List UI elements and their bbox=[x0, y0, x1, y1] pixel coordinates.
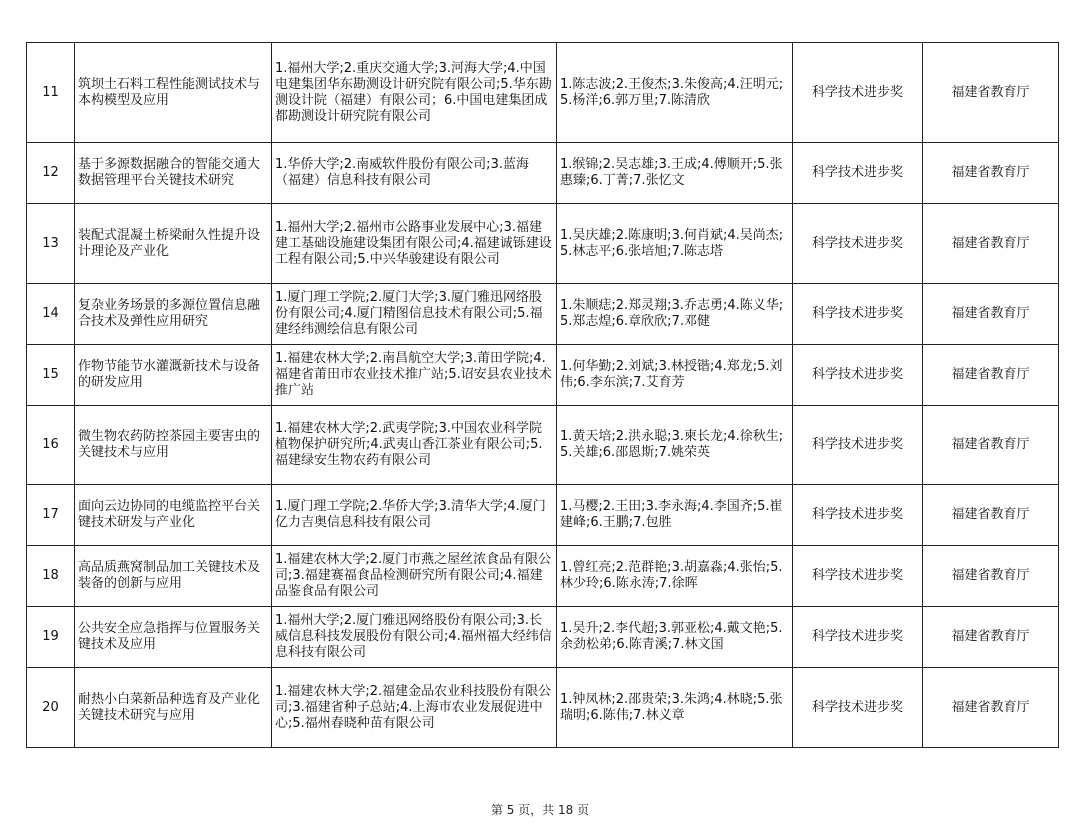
project-name-cell: 耐热小白菜新品种选育及产业化关键技术研究与应用 bbox=[75, 668, 272, 748]
table-row bbox=[27, 43, 1059, 143]
page-number-footer: 第 5 页，共 18 页 bbox=[490, 803, 590, 817]
award-category-cell: 科学技术进步奖 bbox=[793, 345, 923, 406]
project-name-cell: 基于多源数据融合的智能交通大数据管理平台关键技术研究 bbox=[75, 143, 272, 204]
nominating-unit-cell: 福建省教育厅 bbox=[923, 345, 1059, 406]
project-name-cell: 公共安全应急指挥与位置服务关键技术及应用 bbox=[75, 607, 272, 668]
completing-units-cell: 1.华侨大学;2.南威软件股份有限公司;3.蓝海（福建）信息科技有限公司 bbox=[272, 143, 557, 204]
row-number-cell: 18 bbox=[27, 546, 75, 607]
row-number-cell: 14 bbox=[27, 284, 75, 345]
table-row bbox=[27, 143, 1059, 204]
completing-people-cell: 1.钟凤林;2.邵贵荣;3.朱鸿;4.林晓;5.张瑞明;6.陈伟;7.林义章 bbox=[557, 668, 793, 748]
project-name-cell: 面向云边协同的电缆监控平台关键技术研发与产业化 bbox=[75, 485, 272, 546]
completing-people-cell: 1.黄天培;2.洪永聪;3.柬长龙;4.徐秋生;5.关雄;6.邵恩斯;7.姚荣英 bbox=[557, 406, 793, 485]
project-name-cell: 装配式混凝土桥梁耐久性提升设计理论及产业化 bbox=[75, 204, 272, 284]
completing-units-cell: 1.福建农林大学;2.福建金品农业科技股份有限公司;3.福建省种子总站;4.上海市农业发展促进中心;5.福州春晓种苗有限公司 bbox=[272, 668, 557, 748]
award-category-cell: 科学技术进步奖 bbox=[793, 546, 923, 607]
project-name-cell: 微生物农药防控茶园主要害虫的关键技术与应用 bbox=[75, 406, 272, 485]
award-category-cell: 科学技术进步奖 bbox=[793, 668, 923, 748]
completing-people-cell: 1.吴庆雄;2.陈康明;3.何肖斌;4.吴尚杰;5.林志平;6.张培旭;7.陈志塔 bbox=[557, 204, 793, 284]
table-row bbox=[27, 485, 1059, 546]
nominating-unit-cell: 福建省教育厅 bbox=[923, 607, 1059, 668]
project-name-cell: 作物节能节水灌溉新技术与设备的研发应用 bbox=[75, 345, 272, 406]
award-table bbox=[26, 42, 1059, 748]
nominating-unit-cell: 福建省教育厅 bbox=[923, 485, 1059, 546]
project-name-cell: 复杂业务场景的多源位置信息融合技术及弹性应用研究 bbox=[75, 284, 272, 345]
nominating-unit-cell: 福建省教育厅 bbox=[923, 43, 1059, 143]
completing-units-cell: 1.福州大学;2.重庆交通大学;3.河海大学;4.中国电建集团华东勘测设计研究院有限公司;5.华东勘测设计院（福建）有限公司；6.中国电建集团成都勘测设计研究院有限公司 bbox=[272, 43, 557, 143]
award-category-cell: 科学技术进步奖 bbox=[793, 284, 923, 345]
completing-people-cell: 1.陈志波;2.王俊杰;3.朱俊高;4.汪明元;5.杨洋;6.郭万里;7.陈清欣 bbox=[557, 43, 793, 143]
nominating-unit-cell: 福建省教育厅 bbox=[923, 204, 1059, 284]
award-category-cell: 科学技术进步奖 bbox=[793, 406, 923, 485]
table-row bbox=[27, 204, 1059, 284]
row-number-cell: 13 bbox=[27, 204, 75, 284]
completing-people-cell: 1.缑锦;2.吴志雄;3.王成;4.傅顺开;5.张惠臻;6.丁菁;7.张忆文 bbox=[557, 143, 793, 204]
award-category-cell: 科学技术进步奖 bbox=[793, 43, 923, 143]
project-name-cell: 高品质燕窝制品加工关键技术及装备的创新与应用 bbox=[75, 546, 272, 607]
completing-units-cell: 1.福建农林大学;2.厦门市燕之屋丝浓食品有限公司;3.福建赛福食品检测研究所有限公司;4.福建品鉴食品有限公司 bbox=[272, 546, 557, 607]
completing-units-cell: 1.福建农林大学;2.武夷学院;3.中国农业科学院植物保护研究所;4.武夷山香江茶业有限公司;5.福建绿安生物农药有限公司 bbox=[272, 406, 557, 485]
table-row bbox=[27, 345, 1059, 406]
completing-units-cell: 1.厦门理工学院;2.厦门大学;3.厦门雅迅网络股份有限公司;4.厦门精图信息技术有限公司;5.福建经纬测绘信息有限公司 bbox=[272, 284, 557, 345]
table-row bbox=[27, 284, 1059, 345]
completing-people-cell: 1.吴升;2.李代超;3.郭亚松;4.戴文艳;5.余劲松弟;6.陈青溪;7.林文国 bbox=[557, 607, 793, 668]
nominating-unit-cell: 福建省教育厅 bbox=[923, 546, 1059, 607]
row-number-cell: 12 bbox=[27, 143, 75, 204]
completing-people-cell: 1.何华勤;2.刘斌;3.林授锴;4.郑龙;5.刘伟;6.李东滨;7.艾育芳 bbox=[557, 345, 793, 406]
completing-units-cell: 1.福州大学;2.福州市公路事业发展中心;3.福建建工基础设施建设集团有限公司;4.福建诚铄建设工程有限公司;5.中兴华骏建设有限公司 bbox=[272, 204, 557, 284]
row-number-cell: 11 bbox=[27, 43, 75, 143]
completing-units-cell: 1.福州大学;2.厦门雅迅网络股份有限公司;3.长威信息科技发展股份有限公司;4.福州福大经纬信息科技有限公司 bbox=[272, 607, 557, 668]
award-category-cell: 科学技术进步奖 bbox=[793, 143, 923, 204]
nominating-unit-cell: 福建省教育厅 bbox=[923, 284, 1059, 345]
completing-units-cell: 1.厦门理工学院;2.华侨大学;3.清华大学;4.厦门亿力吉奥信息科技有限公司 bbox=[272, 485, 557, 546]
row-number-cell: 17 bbox=[27, 485, 75, 546]
award-category-cell: 科学技术进步奖 bbox=[793, 485, 923, 546]
completing-units-cell: 1.福建农林大学;2.南昌航空大学;3.莆田学院;4.福建省莆田市农业技术推广站;5.诏安县农业技术推广站 bbox=[272, 345, 557, 406]
row-number-cell: 19 bbox=[27, 607, 75, 668]
award-category-cell: 科学技术进步奖 bbox=[793, 607, 923, 668]
nominating-unit-cell: 福建省教育厅 bbox=[923, 143, 1059, 204]
award-category-cell: 科学技术进步奖 bbox=[793, 204, 923, 284]
award-table-body bbox=[27, 43, 1059, 748]
completing-people-cell: 1.曾红亮;2.范群艳;3.胡嘉淼;4.张怡;5.林少玲;6.陈永涛;7.徐晖 bbox=[557, 546, 793, 607]
project-name-cell: 筑坝土石料工程性能测试技术与本构模型及应用 bbox=[75, 43, 272, 143]
nominating-unit-cell: 福建省教育厅 bbox=[923, 406, 1059, 485]
table-row bbox=[27, 668, 1059, 748]
row-number-cell: 15 bbox=[27, 345, 75, 406]
nominating-unit-cell: 福建省教育厅 bbox=[923, 668, 1059, 748]
row-number-cell: 20 bbox=[27, 668, 75, 748]
table-row bbox=[27, 607, 1059, 668]
award-list-sheet bbox=[26, 42, 1058, 748]
table-row bbox=[27, 546, 1059, 607]
row-number-cell: 16 bbox=[27, 406, 75, 485]
table-row bbox=[27, 406, 1059, 485]
completing-people-cell: 1.朱顺痣;2.郑灵翔;3.乔志勇;4.陈义华;5.郑志煌;6.章欣欣;7.邓健 bbox=[557, 284, 793, 345]
completing-people-cell: 1.马樱;2.王田;3.李永海;4.李国齐;5.崔建峰;6.王鹏;7.包胜 bbox=[557, 485, 793, 546]
